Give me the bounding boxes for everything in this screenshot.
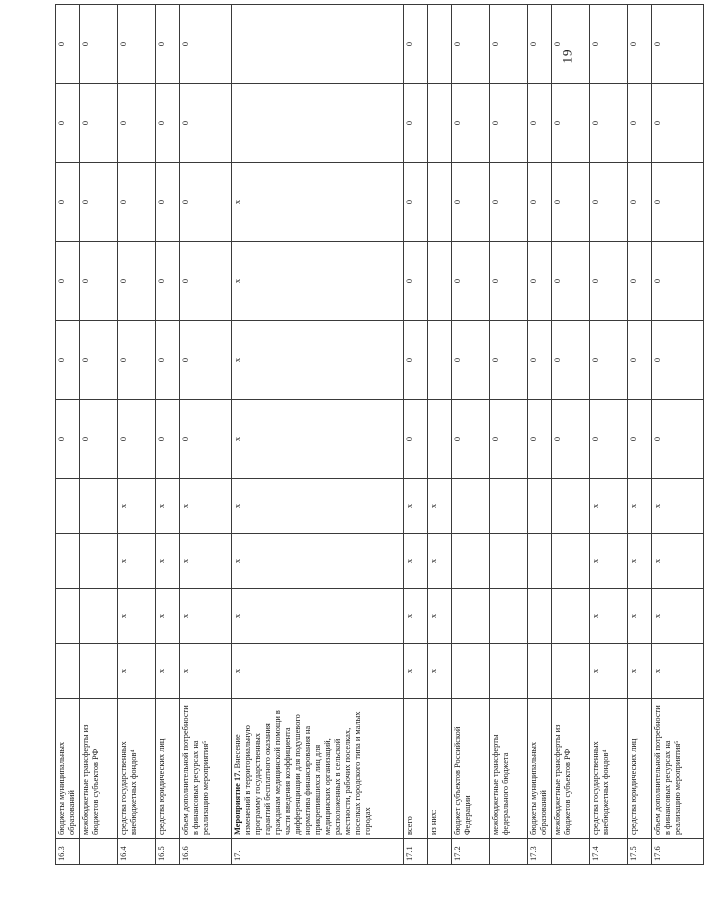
row-cell: 0 <box>652 5 704 84</box>
row-label: средства государственных внебюджетных фондов⁴ <box>118 699 156 839</box>
row-cell <box>452 644 490 699</box>
row-cell <box>428 163 452 242</box>
row-number: 16.5 <box>156 839 180 865</box>
row-number: 17. <box>232 839 404 865</box>
row-number: 17.3 <box>528 839 552 865</box>
row-cell: x <box>590 589 628 644</box>
row-cell: x <box>428 479 452 534</box>
table-body <box>56 5 704 865</box>
row-cell <box>428 321 452 400</box>
row-cell: 0 <box>180 163 232 242</box>
row-cell: 0 <box>652 400 704 479</box>
table-row <box>232 5 404 865</box>
row-label: средства юридических лиц <box>628 699 652 839</box>
row-cell: 0 <box>652 163 704 242</box>
page-number: 19 <box>559 48 575 64</box>
row-cell: x <box>428 589 452 644</box>
row-label: бюджет субъектов Российской Федерации <box>452 699 490 839</box>
row-cell: 0 <box>490 321 528 400</box>
row-cell <box>428 84 452 163</box>
row-cell <box>80 479 118 534</box>
row-cell <box>552 479 590 534</box>
row-cell: 0 <box>490 163 528 242</box>
row-number <box>428 839 452 865</box>
row-cell: 0 <box>452 84 490 163</box>
row-cell <box>490 534 528 589</box>
row-cell <box>552 644 590 699</box>
row-cell <box>528 589 552 644</box>
row-number: 17.1 <box>404 839 428 865</box>
row-cell: x <box>232 644 404 699</box>
table-row <box>118 5 156 865</box>
row-cell: 0 <box>56 242 80 321</box>
row-cell: 0 <box>56 321 80 400</box>
table-row <box>590 5 628 865</box>
row-label: межбюджетные трансферты федерального бюджета <box>490 699 528 839</box>
row-cell: 0 <box>590 400 628 479</box>
row-cell <box>80 589 118 644</box>
row-cell: 0 <box>56 84 80 163</box>
row-cell: 0 <box>404 321 428 400</box>
row-cell: 0 <box>552 321 590 400</box>
row-cell: 0 <box>452 321 490 400</box>
row-cell: 0 <box>628 400 652 479</box>
row-cell <box>490 589 528 644</box>
row-number: 16.6 <box>180 839 232 865</box>
row-cell: 0 <box>452 5 490 84</box>
row-cell: 0 <box>452 163 490 242</box>
table-row <box>428 5 452 865</box>
row-cell: 0 <box>156 321 180 400</box>
row-cell <box>528 644 552 699</box>
table-row <box>552 5 590 865</box>
row-cell: 0 <box>156 242 180 321</box>
row-cell: x <box>404 644 428 699</box>
row-cell <box>56 534 80 589</box>
table-row <box>652 5 704 865</box>
table-row <box>452 5 490 865</box>
row-label: межбюджетные трансферты из бюджетов субъектов РФ <box>80 699 118 839</box>
row-cell: 0 <box>180 321 232 400</box>
row-cell: x <box>180 534 232 589</box>
row-cell <box>232 84 404 163</box>
row-label: бюджеты муниципальных образований <box>528 699 552 839</box>
row-cell: 0 <box>628 321 652 400</box>
row-cell: 0 <box>528 5 552 84</box>
row-number: 17.5 <box>628 839 652 865</box>
row-cell: 0 <box>404 163 428 242</box>
row-number <box>552 839 590 865</box>
row-cell: 0 <box>156 400 180 479</box>
row-cell <box>56 644 80 699</box>
row-cell: 0 <box>180 242 232 321</box>
row-cell: x <box>232 589 404 644</box>
row-cell: 0 <box>118 242 156 321</box>
row-cell: 0 <box>404 84 428 163</box>
row-cell <box>452 479 490 534</box>
table-row <box>180 5 232 865</box>
row-cell: 0 <box>80 163 118 242</box>
row-cell: 0 <box>180 400 232 479</box>
row-cell <box>56 589 80 644</box>
row-cell: x <box>118 589 156 644</box>
row-cell <box>490 479 528 534</box>
row-cell: 0 <box>528 163 552 242</box>
row-cell: x <box>628 589 652 644</box>
row-number: 16.4 <box>118 839 156 865</box>
row-cell: 0 <box>118 5 156 84</box>
row-cell: 0 <box>552 163 590 242</box>
row-cell: 0 <box>118 163 156 242</box>
row-cell: x <box>404 534 428 589</box>
funding-table <box>55 4 704 865</box>
row-cell: 0 <box>490 400 528 479</box>
row-cell: 0 <box>552 84 590 163</box>
row-cell <box>528 479 552 534</box>
table-row <box>490 5 528 865</box>
row-cell: x <box>652 479 704 534</box>
row-cell <box>80 534 118 589</box>
row-cell: 0 <box>528 242 552 321</box>
row-cell: 0 <box>552 5 590 84</box>
table-row <box>404 5 428 865</box>
row-cell: 0 <box>590 5 628 84</box>
row-label: всего <box>404 699 428 839</box>
row-number: 17.6 <box>652 839 704 865</box>
row-cell: 0 <box>490 242 528 321</box>
row-cell <box>428 400 452 479</box>
row-cell: x <box>404 589 428 644</box>
row-cell <box>428 5 452 84</box>
row-cell: 0 <box>452 400 490 479</box>
row-number: 17.2 <box>452 839 490 865</box>
row-cell: x <box>628 534 652 589</box>
row-cell: x <box>156 644 180 699</box>
row-cell: 0 <box>552 242 590 321</box>
row-cell: x <box>652 534 704 589</box>
row-cell: 0 <box>80 400 118 479</box>
row-label: Мероприятие 17. Внесение изменений в территориальную программу государственных гарантий бесплатного оказания гражданам медицинской помощи в части введения коэффициента дифференциации для подушевого норматива финансирования на прикрепившихся лиц для медицинских организаций, расположенных в сельской местности, рабочих поселках, поселках городского типа и малых городах <box>232 699 404 839</box>
row-cell: x <box>118 479 156 534</box>
row-cell <box>428 242 452 321</box>
row-cell: x <box>232 479 404 534</box>
row-cell: x <box>118 644 156 699</box>
row-cell: 0 <box>80 5 118 84</box>
row-cell: x <box>590 644 628 699</box>
row-cell: x <box>590 479 628 534</box>
row-cell: x <box>428 534 452 589</box>
row-cell <box>452 589 490 644</box>
row-cell: 0 <box>528 400 552 479</box>
row-cell <box>528 534 552 589</box>
row-cell: x <box>628 479 652 534</box>
row-cell: 0 <box>528 84 552 163</box>
row-cell: 0 <box>180 84 232 163</box>
row-cell: x <box>232 242 404 321</box>
row-cell: 0 <box>652 84 704 163</box>
row-cell: 0 <box>56 163 80 242</box>
row-cell: 0 <box>80 321 118 400</box>
row-cell <box>452 534 490 589</box>
row-cell <box>552 534 590 589</box>
row-cell: 0 <box>118 321 156 400</box>
row-cell <box>56 479 80 534</box>
row-cell: 0 <box>156 84 180 163</box>
row-cell: 0 <box>118 84 156 163</box>
row-label: объем дополнительной потребности в финансовых ресурсах на реализацию мероприятия⁵ <box>652 699 704 839</box>
row-cell: 0 <box>180 5 232 84</box>
table-row <box>156 5 180 865</box>
row-cell <box>80 644 118 699</box>
row-label: бюджеты муниципальных образований <box>56 699 80 839</box>
row-cell: 0 <box>628 5 652 84</box>
row-cell: x <box>628 644 652 699</box>
row-cell: x <box>652 644 704 699</box>
row-label: межбюджетные трансферты из бюджетов субъектов РФ <box>552 699 590 839</box>
row-cell: 0 <box>590 321 628 400</box>
row-cell: 0 <box>628 163 652 242</box>
row-cell: 0 <box>118 400 156 479</box>
row-cell: x <box>156 534 180 589</box>
row-cell <box>490 644 528 699</box>
row-cell: 0 <box>590 242 628 321</box>
table-row <box>628 5 652 865</box>
row-cell <box>552 589 590 644</box>
row-cell: 0 <box>404 242 428 321</box>
row-cell: x <box>156 589 180 644</box>
row-cell: x <box>404 479 428 534</box>
row-cell: 0 <box>552 400 590 479</box>
row-label: из них: <box>428 699 452 839</box>
row-cell: 0 <box>56 400 80 479</box>
row-cell: x <box>652 589 704 644</box>
row-cell: 0 <box>490 5 528 84</box>
row-cell: x <box>180 479 232 534</box>
row-cell: 0 <box>404 5 428 84</box>
row-cell: 0 <box>80 242 118 321</box>
row-cell: 0 <box>590 84 628 163</box>
row-label: средства юридических лиц <box>156 699 180 839</box>
row-cell: x <box>180 644 232 699</box>
row-cell: x <box>232 534 404 589</box>
row-cell: x <box>232 321 404 400</box>
row-cell: x <box>118 534 156 589</box>
row-cell: 0 <box>628 242 652 321</box>
row-number: 16.3 <box>56 839 80 865</box>
row-cell: 0 <box>628 84 652 163</box>
row-number <box>80 839 118 865</box>
row-cell: 0 <box>652 242 704 321</box>
row-number: 17.4 <box>590 839 628 865</box>
row-label: объем дополнительной потребности в финансовых ресурсах на реализацию мероприятия⁵ <box>180 699 232 839</box>
row-cell: x <box>180 589 232 644</box>
row-cell: 0 <box>56 5 80 84</box>
row-cell: 0 <box>80 84 118 163</box>
row-cell: 0 <box>590 163 628 242</box>
row-cell: x <box>590 534 628 589</box>
table-row <box>80 5 118 865</box>
row-cell: x <box>232 163 404 242</box>
row-cell: 0 <box>452 242 490 321</box>
table-row <box>56 5 80 865</box>
table-row <box>528 5 552 865</box>
row-cell: 0 <box>156 163 180 242</box>
row-cell: x <box>428 644 452 699</box>
row-cell: 0 <box>156 5 180 84</box>
row-cell: 0 <box>652 321 704 400</box>
row-cell: x <box>232 400 404 479</box>
row-cell: 0 <box>528 321 552 400</box>
row-label: средства государственных внебюджетных фондов⁴ <box>590 699 628 839</box>
row-cell: x <box>156 479 180 534</box>
row-cell: 0 <box>404 400 428 479</box>
row-cell <box>232 5 404 84</box>
row-cell: 0 <box>490 84 528 163</box>
row-number <box>490 839 528 865</box>
